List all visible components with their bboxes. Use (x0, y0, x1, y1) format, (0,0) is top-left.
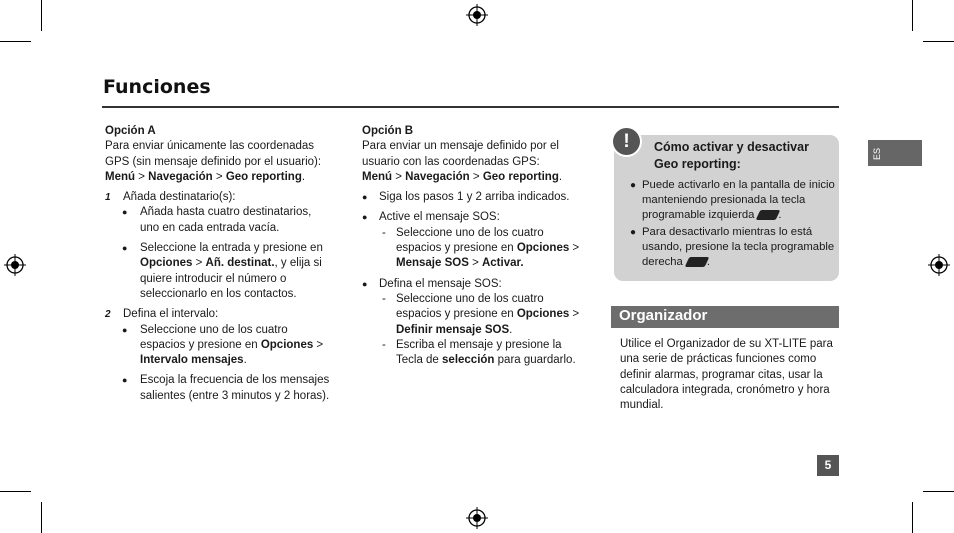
organizer-heading: Organizador (619, 307, 708, 324)
organizer-body: Utilice el Organizador de su XT-LITE para una serie de prácticas funciones como definir alarmas, programar citas, usar la calculadora integrada, cronómetro y hora mundial. (620, 338, 833, 412)
option-b-column (362, 124, 587, 368)
title-rule (102, 106, 839, 108)
option-b-heading: Opción B (362, 125, 414, 137)
softkey-right-icon (684, 257, 709, 267)
page-number: 5 (817, 455, 839, 476)
crop-mark (0, 491, 31, 492)
geo-reporting-callout (614, 135, 839, 281)
list-item: ● Defina el mensaje SOS: (362, 277, 502, 290)
option-b-menu-path: Menú > Navegación > Geo reporting. (362, 170, 563, 183)
list-item: ● Active el mensaje SOS: (362, 211, 500, 224)
crop-mark (912, 0, 913, 31)
list-item: ● Siga los pasos 1 y 2 arriba indicados. (362, 191, 570, 204)
callout-bullet: ● Puede activarlo en la pantalla de inicio manteniendo presionada la tecla programable izquierda . (630, 179, 835, 221)
crop-mark (41, 0, 42, 31)
callout-title: Cómo activar y desactivar Geo reporting: (654, 140, 809, 171)
list-item: ● Seleccione uno de los cuatro espacios y presione en Opciones > Intervalo mensajes. (122, 323, 324, 367)
sub-list-item: - Seleccione uno de los cuatro espacios y presione en Opciones > Definir mensaje SOS. (382, 292, 580, 336)
exclamation-icon: ! (611, 126, 642, 157)
crop-mark (0, 41, 31, 42)
list-item: ● Seleccione la entrada y presione en Opciones > Añ. destinat., y elija si quiere introducir el número o seleccionarlo en los contactos. (122, 242, 323, 300)
crop-mark (41, 502, 42, 533)
crop-mark (912, 502, 913, 533)
option-a-column (105, 124, 330, 404)
option-a-heading: Opción A (105, 125, 156, 137)
callout-bullet: ● Para desactivarlo mientras lo está usando, presione la tecla programable derecha . (630, 226, 835, 268)
option-a-intro: Para enviar únicamente las coordenadas GPS (sin mensaje definido por el usuario): (105, 140, 322, 168)
registration-mark-icon (466, 4, 488, 26)
option-a-menu-path: Menú > Navegación > Geo reporting. (105, 170, 306, 183)
sub-list-item: - Escriba el mensaje y presione la Tecla de selección para guardarlo. (382, 338, 576, 367)
page-title: Funciones (103, 76, 211, 98)
list-item: ● Escoja la frecuencia de los mensajes salientes (entre 3 minutos y 2 horas). (122, 374, 330, 402)
step-2: 2 Defina el intervalo: (105, 308, 219, 321)
list-item: ● Añada hasta cuatro destinatarios, uno en cada entrada vacía. (122, 206, 312, 234)
step-1: 1 Añada destinatario(s): (105, 191, 236, 204)
organizer-section-bar (611, 306, 839, 328)
crop-mark (923, 41, 954, 42)
registration-mark-icon (928, 254, 950, 276)
registration-mark-icon (466, 507, 488, 529)
crop-mark (923, 491, 954, 492)
softkey-left-icon (756, 210, 781, 220)
language-tab (868, 140, 922, 166)
sub-list-item: - Seleccione uno de los cuatro espacios y presione en Opciones > Mensaje SOS > Activar. (382, 226, 580, 270)
registration-mark-icon (4, 254, 26, 276)
language-tab-label: ES (872, 147, 882, 160)
option-b-intro: Para enviar un mensaje definido por el usuario con las coordenadas GPS: (362, 140, 559, 168)
